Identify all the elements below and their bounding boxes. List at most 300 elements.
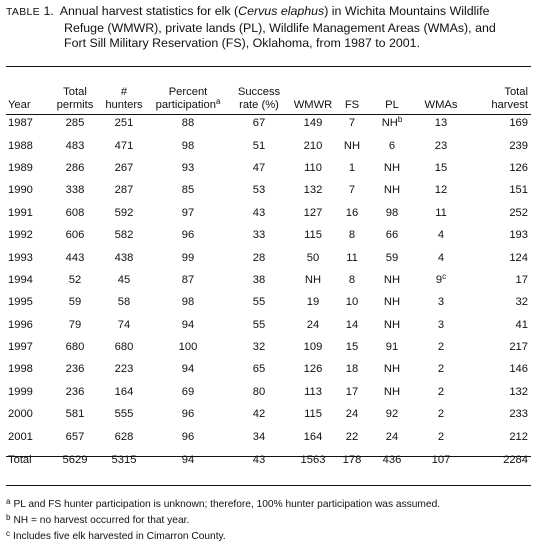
cell-participation xyxy=(148,381,228,403)
footnote xyxy=(6,495,531,511)
cell-wmas xyxy=(416,224,466,246)
caption-number: 1. xyxy=(43,4,54,18)
table-row xyxy=(6,112,531,134)
cell-value: 1990 xyxy=(8,184,33,197)
header-line: hunters xyxy=(105,99,143,111)
cell-pl xyxy=(368,179,416,201)
cell-success xyxy=(228,358,290,380)
cell-fs xyxy=(336,202,368,224)
cell-pl xyxy=(368,403,416,425)
cell-permits xyxy=(50,336,100,358)
cell-pl xyxy=(368,224,416,246)
cell-value: NH xyxy=(381,117,398,130)
cell-permits xyxy=(50,224,100,246)
cell-value: 233 xyxy=(509,408,528,421)
cell-value: 1996 xyxy=(8,318,33,331)
cell-fs xyxy=(336,336,368,358)
cell-total xyxy=(466,157,531,179)
cell-value: 6 xyxy=(388,139,396,152)
footnote-text: Includes five elk harvested in Cimarron County. xyxy=(13,531,226,542)
table-row xyxy=(6,134,531,156)
cell-wmas xyxy=(416,358,466,380)
cell-total xyxy=(466,336,531,358)
cell-wmwr xyxy=(290,134,336,156)
footnote-text: NH = no harvest occurred for that year. xyxy=(13,515,190,526)
cell-value: 98 xyxy=(181,139,195,152)
cell-value: 1991 xyxy=(8,206,33,219)
header-line: harvest xyxy=(491,99,528,111)
cell-hunters xyxy=(100,358,148,380)
cell-permits xyxy=(50,202,100,224)
cell-value: 100 xyxy=(178,341,198,354)
header-line: Total xyxy=(63,86,87,98)
cell-wmwr xyxy=(290,358,336,380)
cell-value: 24 xyxy=(345,408,359,421)
cell-value: 67 xyxy=(252,117,266,130)
cell-value: 96 xyxy=(181,430,195,443)
cell-success xyxy=(228,157,290,179)
cell-permits xyxy=(50,358,100,380)
cell-year xyxy=(6,202,50,224)
cell-participation xyxy=(148,291,228,313)
cell-value: 164 xyxy=(114,385,134,398)
cell-value: 58 xyxy=(117,296,131,309)
cell-value: 99 xyxy=(181,251,195,264)
cell-value: 52 xyxy=(68,273,82,286)
header-line: Success xyxy=(237,86,281,98)
cell-fs xyxy=(336,314,368,336)
cell-total xyxy=(466,202,531,224)
cell-value: 126 xyxy=(509,161,528,174)
cell-value: 66 xyxy=(385,229,399,242)
cell-participation xyxy=(148,246,228,268)
cell-value: 92 xyxy=(385,408,399,421)
cell-participation xyxy=(148,202,228,224)
footnote-text: PL and FS hunter participation is unknown; therefore, 100% hunter participation was assumed. xyxy=(13,499,441,510)
cell-value: 193 xyxy=(509,229,528,242)
cell-permits xyxy=(50,246,100,268)
cell-total xyxy=(466,269,531,291)
table-row xyxy=(6,291,531,313)
cell-value: 164 xyxy=(303,430,323,443)
cell-value: 608 xyxy=(65,206,85,219)
cell-value: 217 xyxy=(509,341,528,354)
footnote-marker: c xyxy=(442,271,447,281)
cell-value: 127 xyxy=(303,206,323,219)
header-line: # xyxy=(120,86,128,98)
cell-value: 53 xyxy=(252,184,266,197)
cell-wmas xyxy=(416,246,466,268)
cell-pl xyxy=(368,134,416,156)
cell-participation xyxy=(148,224,228,246)
cell-hunters xyxy=(100,269,148,291)
cell-value: 85 xyxy=(181,184,195,197)
cell-wmwr xyxy=(290,202,336,224)
table-row xyxy=(6,381,531,403)
caption-label: TABLE xyxy=(6,6,40,18)
cell-value: 15 xyxy=(434,161,448,174)
header-row xyxy=(6,72,531,112)
cell-hunters xyxy=(100,157,148,179)
cell-value: 680 xyxy=(114,341,134,354)
cell-fs xyxy=(336,179,368,201)
cell-pl xyxy=(368,448,416,472)
cell-value: 11 xyxy=(435,206,447,219)
cell-fs xyxy=(336,291,368,313)
cell-value: 1994 xyxy=(8,273,33,286)
cell-value: 436 xyxy=(382,453,402,466)
cell-permits xyxy=(50,112,100,134)
cell-value: 107 xyxy=(431,453,451,466)
cell-total xyxy=(466,224,531,246)
cell-value: 69 xyxy=(181,385,195,398)
cell-year xyxy=(6,448,50,472)
cell-pl xyxy=(368,202,416,224)
footnote xyxy=(6,527,531,543)
header-line: PL xyxy=(385,99,399,111)
cell-fs xyxy=(336,358,368,380)
cell-participation xyxy=(148,179,228,201)
cell-value: 47 xyxy=(252,161,266,174)
cell-permits xyxy=(50,448,100,472)
cell-year xyxy=(6,157,50,179)
header-line: FS xyxy=(344,99,360,111)
cell-value: 12 xyxy=(434,184,448,197)
cell-participation xyxy=(148,269,228,291)
cell-success xyxy=(228,314,290,336)
table-row xyxy=(6,179,531,201)
cell-value: 4 xyxy=(437,229,445,242)
cell-participation xyxy=(148,112,228,134)
footnote-mark: c xyxy=(6,529,10,538)
cell-hunters xyxy=(100,336,148,358)
cell-value: 1989 xyxy=(8,161,33,174)
cell-success xyxy=(228,269,290,291)
header-line: WMWR xyxy=(293,99,333,111)
cell-value: 109 xyxy=(303,341,323,354)
cell-value: Total xyxy=(8,453,32,466)
cell-value: 582 xyxy=(114,229,134,242)
cell-value: 132 xyxy=(509,385,528,398)
cell-pl xyxy=(368,269,416,291)
cell-year xyxy=(6,112,50,134)
table-row xyxy=(6,202,531,224)
cell-value: 98 xyxy=(385,206,399,219)
cell-value: 88 xyxy=(181,117,195,130)
cell-value: NH xyxy=(343,139,361,152)
footnote-marker: a xyxy=(215,97,221,106)
cell-wmwr xyxy=(290,112,336,134)
cell-value: 628 xyxy=(114,430,134,443)
cell-year xyxy=(6,358,50,380)
cell-year xyxy=(6,336,50,358)
cell-year xyxy=(6,269,50,291)
cell-wmwr xyxy=(290,179,336,201)
cell-value: 96 xyxy=(181,408,195,421)
cell-total xyxy=(466,112,531,134)
cell-value: 17 xyxy=(345,385,359,398)
cell-value: 555 xyxy=(114,408,134,421)
caption-text-pre: Annual harvest statistics for elk ( xyxy=(59,4,239,18)
cell-value: 287 xyxy=(114,184,134,197)
cell-fs xyxy=(336,224,368,246)
cell-value: 251 xyxy=(114,117,134,130)
cell-permits xyxy=(50,403,100,425)
cell-value: 55 xyxy=(252,318,266,331)
cell-fs xyxy=(336,134,368,156)
cell-pl xyxy=(368,425,416,447)
total-row xyxy=(6,448,531,472)
cell-permits xyxy=(50,179,100,201)
cell-value: 3 xyxy=(437,296,445,309)
cell-value: 23 xyxy=(434,139,448,152)
header-line: WMAs xyxy=(424,99,458,111)
cell-total xyxy=(466,134,531,156)
cell-value: 1992 xyxy=(8,229,33,242)
cell-pl xyxy=(368,157,416,179)
cell-wmwr xyxy=(290,314,336,336)
cell-permits xyxy=(50,157,100,179)
cell-hunters xyxy=(100,448,148,472)
cell-pl xyxy=(368,246,416,268)
cell-value: 32 xyxy=(515,296,528,309)
table-caption xyxy=(6,4,531,52)
cell-value: 1987 xyxy=(8,117,33,130)
column-header xyxy=(148,72,228,112)
column-header xyxy=(336,72,368,112)
cell-value: 149 xyxy=(303,117,323,130)
cell-value: 223 xyxy=(114,363,134,376)
column-header xyxy=(290,72,336,112)
header-line: Year xyxy=(8,99,31,111)
cell-hunters xyxy=(100,403,148,425)
cell-value: 471 xyxy=(114,139,134,152)
cell-success xyxy=(228,403,290,425)
cell-value: 1999 xyxy=(8,385,33,398)
cell-value: 2284 xyxy=(503,453,528,466)
cell-wmas xyxy=(416,269,466,291)
cell-value: 15 xyxy=(345,341,359,354)
cell-value: 96 xyxy=(181,229,195,242)
cell-value: 606 xyxy=(65,229,85,242)
cell-hunters xyxy=(100,425,148,447)
table-row xyxy=(6,425,531,447)
cell-wmwr xyxy=(290,269,336,291)
cell-hunters xyxy=(100,112,148,134)
cell-permits xyxy=(50,381,100,403)
cell-value: 115 xyxy=(304,229,322,242)
cell-value: 2000 xyxy=(8,408,33,421)
cell-value: 483 xyxy=(65,139,85,152)
cell-value: 87 xyxy=(181,273,195,286)
cell-value: 169 xyxy=(509,117,528,130)
cell-success xyxy=(228,134,290,156)
cell-value: 38 xyxy=(252,273,266,286)
cell-value: NH xyxy=(383,296,401,309)
cell-value: 1997 xyxy=(8,341,33,354)
cell-total xyxy=(466,291,531,313)
column-header xyxy=(368,72,416,112)
cell-value: 4 xyxy=(437,251,445,264)
cell-total xyxy=(466,314,531,336)
cell-value: 438 xyxy=(114,251,134,264)
cell-value: 267 xyxy=(114,161,134,174)
cell-value: 657 xyxy=(65,430,85,443)
cell-value: 91 xyxy=(385,341,399,354)
cell-participation xyxy=(148,448,228,472)
cell-value: NH xyxy=(383,184,401,197)
footnote-mark: a xyxy=(6,497,11,506)
table-row xyxy=(6,336,531,358)
cell-participation xyxy=(148,358,228,380)
cell-value: 5629 xyxy=(62,453,88,466)
header-line: Percent xyxy=(168,86,208,98)
cell-value: 110 xyxy=(304,161,322,174)
cell-participation xyxy=(148,403,228,425)
cell-success xyxy=(228,381,290,403)
cell-pl xyxy=(368,358,416,380)
cell-wmwr xyxy=(290,224,336,246)
table-row xyxy=(6,246,531,268)
cell-participation xyxy=(148,157,228,179)
cell-value: 79 xyxy=(68,318,82,331)
cell-wmas xyxy=(416,314,466,336)
cell-hunters xyxy=(100,246,148,268)
cell-value: 32 xyxy=(252,341,266,354)
cell-value: NH xyxy=(383,385,401,398)
cell-value: 14 xyxy=(345,318,359,331)
footnote-marker: b xyxy=(397,115,403,125)
cell-value: 3 xyxy=(437,318,445,331)
cell-value: 94 xyxy=(181,453,195,466)
cell-value: 113 xyxy=(304,385,322,398)
table-row xyxy=(6,403,531,425)
bottom-rule xyxy=(6,485,531,486)
cell-permits xyxy=(50,291,100,313)
cell-value: 2001 xyxy=(8,430,33,443)
cell-value: 2 xyxy=(437,341,445,354)
cell-permits xyxy=(50,425,100,447)
cell-success xyxy=(228,224,290,246)
cell-value: 8 xyxy=(348,273,356,286)
cell-success xyxy=(228,291,290,313)
cell-value: 7 xyxy=(348,184,356,197)
caption-line-2: Refuge (WMWR), private lands (PL), Wildlife Management Areas (WMAs), and xyxy=(64,20,496,35)
harvest-table xyxy=(6,72,531,472)
cell-pl xyxy=(368,112,416,134)
cell-value: 13 xyxy=(434,117,448,130)
cell-wmwr xyxy=(290,291,336,313)
cell-value: NH xyxy=(304,273,322,286)
header-line: Total xyxy=(504,86,528,98)
cell-year xyxy=(6,425,50,447)
cell-hunters xyxy=(100,134,148,156)
cell-permits xyxy=(50,269,100,291)
footnotes xyxy=(6,495,531,543)
cell-value: 24 xyxy=(306,318,320,331)
cell-pl xyxy=(368,336,416,358)
cell-value: 51 xyxy=(252,139,266,152)
cell-value: 210 xyxy=(303,139,323,152)
cell-hunters xyxy=(100,381,148,403)
cell-value: 151 xyxy=(509,184,528,197)
cell-value: 45 xyxy=(117,273,131,286)
cell-success xyxy=(228,425,290,447)
column-header xyxy=(100,72,148,112)
cell-value: 236 xyxy=(65,385,85,398)
cell-value: 94 xyxy=(181,363,195,376)
table-body xyxy=(6,112,531,472)
header-line: permits xyxy=(56,99,94,111)
cell-value: 2 xyxy=(437,363,445,376)
cell-value: 581 xyxy=(65,408,85,421)
cell-value: 17 xyxy=(515,273,528,286)
cell-success xyxy=(228,202,290,224)
cell-value: 41 xyxy=(515,318,528,331)
cell-wmas xyxy=(416,157,466,179)
cell-wmas xyxy=(416,425,466,447)
footnote-mark: b xyxy=(6,513,11,522)
caption-species: Cervus elaphus xyxy=(238,4,325,18)
column-header xyxy=(6,72,50,112)
cell-success xyxy=(228,336,290,358)
cell-value: 65 xyxy=(252,363,266,376)
cell-year xyxy=(6,403,50,425)
header-line: participation xyxy=(155,99,216,111)
cell-value: 34 xyxy=(252,430,266,443)
cell-value: 42 xyxy=(252,408,266,421)
cell-total xyxy=(466,448,531,472)
cell-value: 2 xyxy=(437,408,445,421)
cell-year xyxy=(6,179,50,201)
cell-value: 286 xyxy=(65,161,85,174)
cell-value: 43 xyxy=(252,453,266,466)
cell-value: 338 xyxy=(65,184,85,197)
caption-line-3: Fort Sill Military Reservation (FS), Oklahoma, from 1987 to 2001. xyxy=(64,36,421,50)
cell-year xyxy=(6,291,50,313)
cell-value: 115 xyxy=(304,408,322,421)
cell-value: 97 xyxy=(181,206,195,219)
cell-hunters xyxy=(100,314,148,336)
cell-value: 252 xyxy=(509,206,528,219)
cell-value: 146 xyxy=(509,363,528,376)
cell-value: NH xyxy=(383,318,401,331)
cell-value: 178 xyxy=(342,453,362,466)
cell-value: 19 xyxy=(306,296,320,309)
cell-value: 2 xyxy=(437,430,445,443)
cell-value: NH xyxy=(383,273,401,286)
cell-year xyxy=(6,224,50,246)
cell-value: 239 xyxy=(509,139,528,152)
cell-value: 33 xyxy=(252,229,266,242)
cell-permits xyxy=(50,134,100,156)
cell-wmas xyxy=(416,291,466,313)
cell-year xyxy=(6,246,50,268)
cell-participation xyxy=(148,314,228,336)
footnote xyxy=(6,511,531,527)
cell-value: 7 xyxy=(348,117,356,130)
cell-value: 74 xyxy=(117,318,131,331)
cell-value: 8 xyxy=(348,229,356,242)
cell-value: 16 xyxy=(345,206,359,219)
cell-value: 592 xyxy=(114,206,134,219)
cell-fs xyxy=(336,425,368,447)
cell-wmas xyxy=(416,381,466,403)
cell-value: 43 xyxy=(252,206,266,219)
cell-value: 10 xyxy=(345,296,359,309)
cell-value: 1998 xyxy=(8,363,33,376)
cell-value: 18 xyxy=(345,363,359,376)
